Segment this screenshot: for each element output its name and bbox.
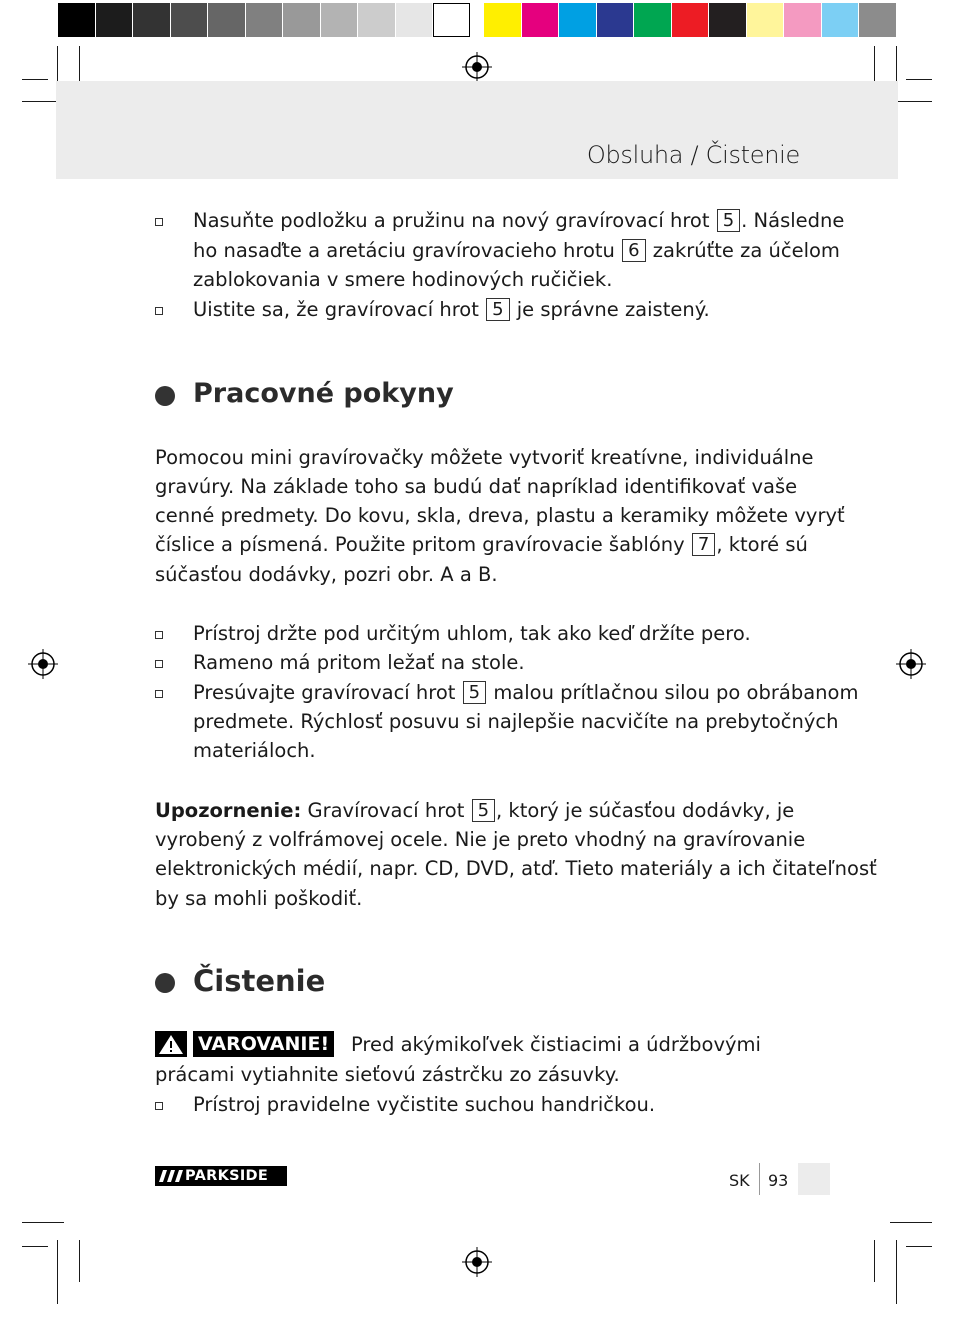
paragraph-line: elektronických médií, napr. CD, DVD, atď. Tieto materiály a ich čitateľnosť — [155, 857, 877, 880]
list-item-line: materiáloch. — [193, 739, 316, 762]
list-item: Uistite sa, že gravírovací hrot 5 je správne zaistený. — [193, 298, 710, 321]
color-swatch — [672, 3, 709, 37]
part-reference: 7 — [692, 533, 715, 556]
gray-swatch — [133, 3, 170, 37]
list-item-line: ho nasaďte a aretáciu gravírovacieho hrotu 6 zakrúťte za účelom — [193, 239, 840, 262]
note-paragraph: Upozornenie: Gravírovací hrot 5 , ktorý je súčasťou dodávky, je — [155, 799, 795, 822]
section-heading: Pracovné pokyny — [193, 378, 454, 409]
bullet-square-icon — [155, 1102, 163, 1110]
color-swatch — [709, 3, 746, 37]
color-swatch — [822, 3, 859, 37]
part-reference: 5 — [472, 799, 495, 822]
paragraph-line: by sa mohli poškodiť. — [155, 887, 363, 910]
gray-swatch — [396, 3, 433, 37]
color-swatch — [747, 3, 784, 37]
paragraph-line: Pomocou mini gravírovačky môžete vytvoriť kreatívne, individuálne — [155, 446, 814, 469]
paragraph-line: súčasťou dodávky, pozri obr. A a B. — [155, 563, 498, 586]
color-swatch — [597, 3, 634, 37]
page-tab — [798, 1163, 830, 1195]
note-label: Upozornenie: — [155, 799, 302, 822]
paragraph-line: gravúry. Na základe toho sa budú dať napríklad identifikovať vaše — [155, 475, 798, 498]
page-number: 93 — [768, 1171, 789, 1190]
list-item: Rameno má pritom ležať na stole. — [193, 651, 525, 674]
gray-swatch — [96, 3, 133, 37]
section-heading: Čistenie — [193, 964, 326, 998]
gray-swatch — [58, 3, 95, 37]
part-reference: 5 — [463, 681, 486, 704]
part-reference: 5 — [717, 209, 740, 232]
gray-swatch — [358, 3, 395, 37]
footer-divider — [759, 1163, 760, 1195]
part-reference: 6 — [622, 239, 645, 262]
registration-mark-icon — [462, 1247, 492, 1277]
gray-swatch — [283, 3, 320, 37]
gray-swatch — [208, 3, 245, 37]
list-item: Presúvajte gravírovací hrot 5 malou prítlačnou silou po obrábanom — [193, 681, 859, 704]
registration-mark-icon — [462, 52, 492, 82]
warning-label: VAROVANIE! — [193, 1031, 334, 1057]
color-swatch — [859, 3, 896, 37]
section-bullet-dot-icon — [155, 973, 175, 993]
registration-mark-icon — [28, 649, 58, 679]
list-item-line: zablokovania v smere hodinových ručičiek. — [193, 268, 613, 291]
list-item: Prístroj držte pod určitým uhlom, tak ako keď držíte pero. — [193, 622, 751, 645]
registration-mark-icon — [896, 649, 926, 679]
paragraph-line: číslice a písmená. Použite pritom gravírovacie šablóny 7 , ktoré sú — [155, 533, 808, 556]
list-item-line: predmete. Rýchlosť posuvu si najlepšie nacvičíte na prebytočných — [193, 710, 839, 733]
warning-text: Pred akýmikoľvek čistiacimi a údržbovými — [351, 1033, 761, 1056]
color-swatch — [484, 3, 521, 37]
color-swatch — [784, 3, 821, 37]
gray-swatch — [433, 3, 470, 37]
bullet-square-icon — [155, 690, 163, 698]
color-swatch — [522, 3, 559, 37]
bullet-square-icon — [155, 218, 163, 226]
part-reference: 5 — [486, 298, 509, 321]
list-item: Prístroj pravidelne vyčistite suchou handričkou. — [193, 1093, 656, 1116]
gray-swatch — [246, 3, 283, 37]
section-bullet-dot-icon — [155, 386, 175, 406]
color-swatch — [559, 3, 596, 37]
color-swatch — [634, 3, 671, 37]
brand-logo: PARKSIDE — [155, 1166, 287, 1186]
paragraph-line: vyrobený z volfrámovej ocele. Nie je preto vhodný na gravírovanie — [155, 828, 806, 851]
page-title: Obsluha / Čistenie — [586, 141, 800, 169]
gray-swatch — [171, 3, 208, 37]
list-item: Nasuňte podložku a pružinu na nový gravírovací hrot 5 . Následne — [193, 209, 845, 232]
bullet-square-icon — [155, 631, 163, 639]
paragraph-line: cenné predmety. Do kovu, skla, dreva, plastu a keramiky môžete vyryť — [155, 504, 845, 527]
bullet-square-icon — [155, 660, 163, 668]
warning-text: prácami vytiahnite sieťovú zástrčku zo zásuvky. — [155, 1063, 620, 1086]
language-code: SK — [729, 1171, 750, 1190]
warning-triangle-icon — [155, 1031, 187, 1057]
bullet-square-icon — [155, 307, 163, 315]
gray-swatch — [321, 3, 358, 37]
